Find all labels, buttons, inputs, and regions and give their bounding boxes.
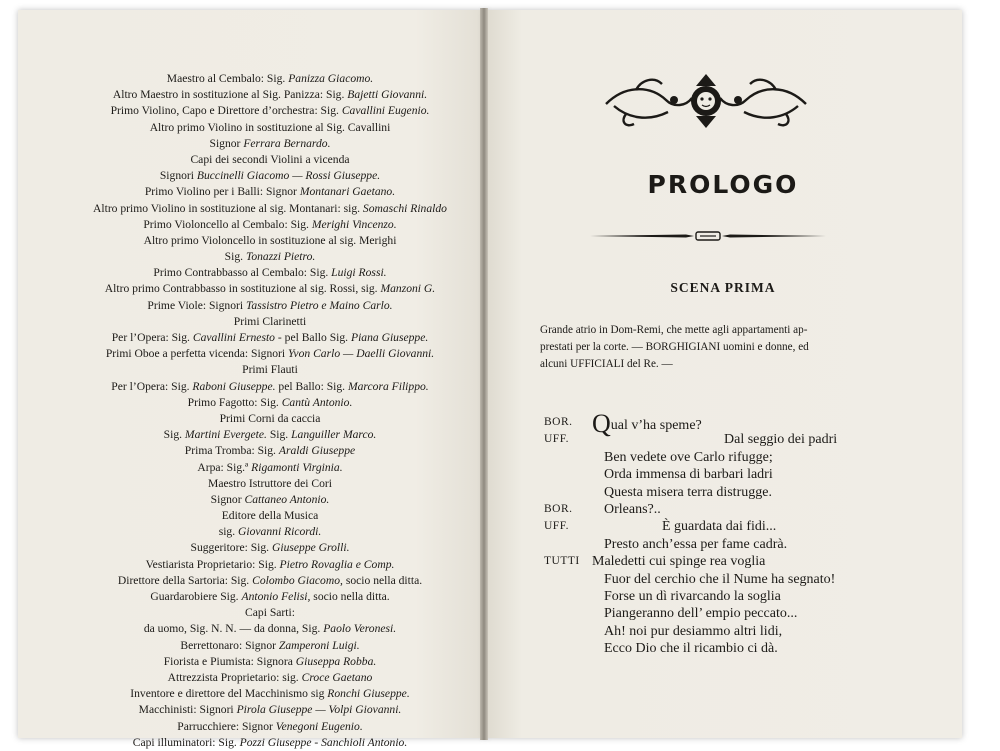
page-title: PROLOGO	[647, 170, 799, 199]
credit-role: Prime Viole: Signori	[147, 298, 247, 312]
verses-block	[544, 409, 904, 657]
title-rule-icon	[590, 230, 826, 242]
credit-name: Giuseppe Grolli.	[271, 541, 350, 555]
credit-name: Cavallini Eugenio.	[341, 104, 430, 118]
credit-line	[60, 702, 480, 718]
credit-role: Inventore e direttore del Macchinismo sig	[130, 687, 328, 701]
credit-role: Signor	[209, 136, 244, 150]
credit-role: Signor	[210, 492, 245, 506]
credit-role: Prima Tromba: Sig.	[184, 444, 279, 458]
credit-name: Croce Gaetano	[301, 670, 373, 684]
credit-line	[60, 411, 480, 427]
credits-list	[60, 71, 480, 751]
verse-line	[544, 501, 904, 518]
verse-text: Orda immensa di barbari ladri	[604, 467, 773, 483]
verse-text: Piangeranno dell’ empio peccato...	[604, 606, 798, 622]
speaker-label: UFF.	[544, 520, 570, 533]
verse-text: Orleans?..	[604, 501, 661, 517]
credit-name: Pirola Giuseppe — Volpi Giovanni.	[236, 703, 402, 717]
credit-role: Per l’Opera: Sig.	[111, 379, 193, 393]
credit-name: Antonio Felisi,	[241, 590, 311, 603]
credit-name: Araldi Giuseppe	[278, 444, 356, 458]
verse-line	[544, 605, 904, 622]
credit-line	[60, 670, 480, 686]
credit-role: Primi Flauti	[242, 363, 298, 377]
credit-line	[60, 136, 480, 152]
credit-line	[60, 605, 480, 621]
ornament-icon	[596, 66, 816, 136]
credit-line	[60, 638, 480, 654]
credit-line	[60, 395, 480, 411]
credit-role: Editore della Musica	[221, 509, 319, 523]
credit-line	[60, 557, 480, 573]
credit-role: Altro primo Violino in sostituzione al sig. Montanari: sig.	[93, 201, 363, 215]
credit-name: Giovanni Ricordi.	[238, 525, 322, 539]
credit-role: Primi Clarinetti	[233, 314, 307, 328]
credit-line	[60, 71, 480, 87]
credit-role: Signori	[159, 169, 197, 183]
verse-line	[544, 588, 904, 605]
credit-line	[60, 330, 480, 346]
credit-line	[60, 443, 480, 459]
credit-role: Sig.	[224, 250, 246, 264]
credit-line	[60, 362, 480, 378]
credit-role: Altro primo Violoncello in sostituzione al sig. Merighi	[143, 233, 397, 247]
verse-text: ual v’ha speme?	[610, 418, 702, 433]
credit-name: Cattaneo Antonio.	[244, 492, 330, 506]
credit-name: Cantù Antonio.	[281, 395, 353, 409]
speaker-label: BOR.	[544, 416, 573, 428]
credit-role: da uomo, Sig. N. N. — da donna, Sig.	[143, 622, 324, 636]
credit-name: Cavallini Ernesto	[192, 331, 275, 344]
credit-name: Ronchi Giuseppe.	[327, 687, 410, 701]
verse-text: Ecco Dio che il ricambio ci dà.	[604, 641, 778, 657]
verse-line	[544, 518, 904, 535]
credit-name: Pozzi Giuseppe - Sanchioli Antonio.	[239, 735, 408, 749]
credit-role: Capi dei secondi Violini a vicenda	[190, 152, 350, 166]
speaker-label: UFF.	[544, 433, 570, 446]
credit-name: Venegoni Eugenio.	[275, 719, 363, 733]
credit-name: Colombo Giacomo,	[252, 573, 343, 587]
credit-line	[60, 265, 480, 281]
credit-role: sig.	[218, 525, 239, 539]
credit-line	[60, 379, 480, 395]
verse-text: È guardata dai fidi...	[662, 519, 777, 535]
credit-line	[60, 298, 480, 314]
verse-line	[544, 571, 904, 588]
credit-role: Primo Violoncello al Cembalo: Sig.	[143, 217, 312, 231]
credit-line	[60, 719, 480, 735]
speaker-label: TUTTI	[544, 555, 580, 568]
verse-line	[544, 466, 904, 483]
credit-role: Primo Violino per i Balli: Signor	[144, 185, 300, 199]
credit-name: Yvon Carlo — Daelli Giovanni.	[288, 347, 435, 361]
verse-text: Maledetti cui spinge rea voglia	[592, 554, 766, 570]
credit-line	[60, 346, 480, 362]
credit-role: Berrettonaro: Signor	[180, 638, 279, 652]
credit-role: socio nella ditta.	[310, 590, 390, 603]
credit-name: Merighi Vincenzo.	[311, 217, 397, 231]
credit-role: Primo Contrabbasso al Cembalo: Sig.	[153, 266, 332, 280]
credit-role: Primi Corni da caccia	[219, 411, 321, 425]
credit-name: Luigi Rossi.	[331, 266, 387, 280]
credit-line	[60, 184, 480, 200]
credit-role: Maestro al Cembalo: Sig.	[166, 72, 289, 85]
verse-line	[544, 623, 904, 640]
verse-text: Presto anch’essa per fame cadrà.	[604, 536, 788, 552]
credit-name: Marcora Filippo.	[347, 379, 429, 393]
credit-role: Per l’Opera: Sig.	[111, 331, 193, 344]
credit-name: Giuseppa Robba.	[295, 654, 377, 668]
verse-line	[544, 409, 904, 438]
credit-line	[60, 152, 480, 168]
verse-text: Ben vedete ove Carlo rifugge;	[604, 449, 773, 465]
credit-name: Montanari Gaetano.	[299, 185, 396, 199]
credit-name: Buccinelli Giacomo — Rossi Giuseppe.	[196, 169, 381, 183]
credit-name: Piana Giuseppe.	[350, 331, 429, 344]
book-spine	[480, 8, 488, 740]
verse-text: Questa misera terra distrugge.	[604, 484, 772, 500]
verse-line	[544, 536, 904, 553]
credit-line	[60, 314, 480, 330]
credit-line	[60, 281, 480, 297]
stage-line: alcuni UFFICIALI del Re. —	[540, 358, 673, 370]
credit-line	[60, 249, 480, 265]
credit-role: Parrucchiere: Signor	[177, 719, 276, 733]
credit-role: Capi illuminatori: Sig.	[132, 735, 240, 749]
credit-role: pel Ballo: Sig.	[275, 379, 348, 393]
verse-text: Dal seggio dei padri	[724, 432, 838, 448]
credit-role: Altro primo Violino in sostituzione al Sig. Cavallini	[149, 120, 391, 134]
credit-line	[60, 476, 480, 492]
credit-name: Panizza Giacomo.	[288, 72, 374, 85]
credit-line	[60, 427, 480, 443]
credit-role: Fiorista e Piumista: Signora	[163, 654, 296, 668]
credit-role: Capi Sarti:	[245, 606, 295, 620]
credit-name: Rigamonti Virginia.	[251, 460, 343, 474]
credit-role: Sig.	[163, 428, 185, 442]
verse-text: Fuor del cerchio che il Nume ha segnato!	[604, 571, 836, 587]
credit-role: Macchinisti: Signori	[138, 703, 237, 717]
credit-role: Primo Violino, Capo e Direttore d’orchestra: Sig.	[110, 104, 342, 118]
credit-name: Ferrara Bernardo.	[243, 136, 331, 150]
credit-name: Pietro Rovaglia e Comp.	[279, 557, 395, 571]
credit-role: Guardarobiere Sig.	[150, 590, 242, 603]
credit-line	[60, 508, 480, 524]
credit-role: Maestro Istruttore dei Cori	[208, 476, 332, 490]
credit-line	[60, 492, 480, 508]
credit-line	[60, 540, 480, 556]
verse-line	[544, 449, 904, 466]
credit-role: Arpa: Sig.ª	[197, 460, 252, 474]
verse-line	[544, 640, 904, 657]
credit-role: Altro primo Contrabbasso in sostituzione al sig. Rossi, sig.	[104, 282, 381, 296]
credit-name: Raboni Giuseppe.	[192, 379, 276, 393]
credit-role: Altro Maestro in sostituzione al Sig. Panizza: Sig.	[112, 88, 348, 102]
credit-name: Martini Evergete.	[184, 428, 267, 442]
speaker-label: BOR.	[544, 502, 573, 515]
credit-name: Zamperoni Luigi.	[278, 638, 360, 652]
credit-name: Manzoni G.	[380, 282, 436, 296]
credit-line	[60, 686, 480, 702]
credit-line	[60, 103, 480, 119]
credit-name: Tonazzi Pietro.	[245, 250, 316, 264]
credit-role: Attrezzista Proprietario: sig.	[167, 670, 302, 684]
verse-line	[544, 484, 904, 501]
credit-role: - pel Ballo Sig.	[274, 331, 351, 344]
credit-line	[60, 524, 480, 540]
credit-line	[60, 217, 480, 233]
credit-line	[60, 621, 480, 637]
credit-name: Somaschi Rinaldo	[362, 201, 447, 215]
credit-line	[60, 573, 480, 589]
credit-line	[60, 460, 480, 476]
credit-role: Primo Fagotto: Sig.	[187, 395, 282, 409]
credit-role: socio nella ditta.	[342, 573, 423, 587]
credit-line	[60, 87, 480, 103]
drop-cap: Q	[592, 409, 611, 438]
stage-line: Grande atrio in Dom-Remi, che mette agli appartamenti ap-	[540, 324, 808, 336]
stage-direction	[540, 322, 904, 373]
stage-line: prestati per la corte. — BORGHIGIANI uomini e donne, ed	[540, 341, 809, 353]
credit-role: Vestiarista Proprietario: Sig.	[145, 557, 280, 571]
scene-heading: SCENA PRIMA	[670, 280, 776, 295]
credit-line	[60, 168, 480, 184]
credit-line	[60, 201, 480, 217]
credit-line	[60, 120, 480, 136]
verse-text: Forse un dì rivarcando la soglia	[604, 588, 781, 604]
credit-line	[60, 589, 480, 605]
verse-text: Ah! noi pur desiammo altri lidi,	[604, 623, 783, 639]
credit-role: Suggeritore: Sig.	[190, 541, 272, 555]
credit-role: Primi Oboe a perfetta vicenda: Signori	[105, 347, 289, 361]
credit-name: Bajetti Giovanni.	[347, 88, 428, 102]
credit-line	[60, 735, 480, 751]
credit-name: Tassistro Pietro e Maino Carlo.	[246, 298, 393, 312]
verse-line	[544, 553, 904, 570]
credit-name: Paolo Veronesi.	[323, 622, 397, 636]
credit-role: Sig.	[266, 428, 292, 442]
credit-name: Languiller Marco.	[291, 428, 377, 442]
verse-line	[544, 431, 904, 448]
credit-line	[60, 654, 480, 670]
credit-line	[60, 233, 480, 249]
credit-role: Direttore della Sartoria: Sig.	[117, 573, 253, 587]
